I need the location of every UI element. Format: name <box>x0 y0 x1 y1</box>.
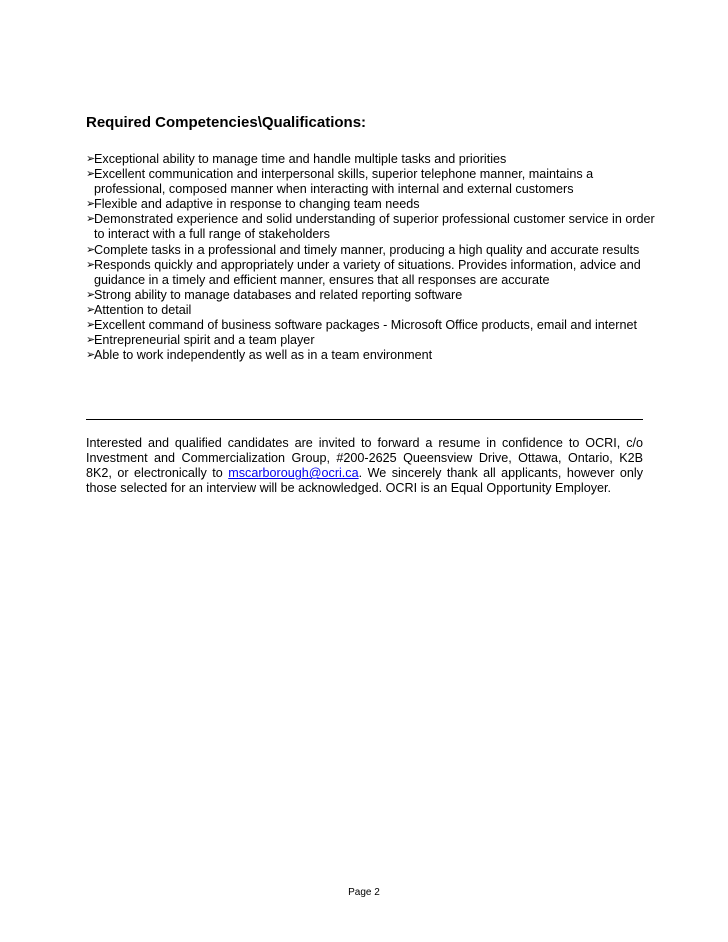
arrowhead-bullet-icon: ➢ <box>86 198 96 211</box>
list-item <box>86 243 656 258</box>
arrowhead-bullet-icon: ➢ <box>86 153 96 165</box>
list-item-text: Exceptional ability to manage time and handle multiple tasks and priorities <box>94 152 507 166</box>
list-item <box>86 167 656 197</box>
list-item-text: Entrepreneurial spirit and a team player <box>94 333 315 348</box>
arrowhead-bullet-icon: ➢ <box>86 303 96 316</box>
list-item <box>86 318 656 333</box>
list-item <box>86 288 656 303</box>
list-item <box>86 303 656 318</box>
list-item-text: Flexible and adaptive in response to changing team needs <box>94 197 420 212</box>
closing-text-after-email: . We sincerely thank all applicants, however only those selected for an interview will be acknowledged. OCRI is an Equal Opportunity Employer. <box>86 466 643 496</box>
arrowhead-bullet-icon: ➢ <box>86 334 96 347</box>
arrowhead-bullet-icon: ➢ <box>86 243 96 256</box>
closing-text-before-email: Interested and qualified candidates are invited to forward a resume in confidence to OCRI, c/o Investment and Commercialization Group, #200-2625 Queensview Drive, Ottawa, Ontario, K2B 8K2, or electronically to <box>86 436 643 481</box>
list-item-text: Excellent command of business software packages - Microsoft Office products, email and internet <box>94 318 637 333</box>
horizontal-divider <box>86 419 643 420</box>
list-item <box>86 152 656 167</box>
email-link[interactable]: mscarborough@ocri.ca <box>228 466 359 481</box>
arrowhead-bullet-icon: ➢ <box>86 288 96 301</box>
list-item <box>86 258 656 288</box>
list-item-text: Excellent communication and interpersonal skills, superior telephone manner, maintains a professional, composed manner when interacting with internal and external customers <box>94 167 594 197</box>
list-item <box>86 333 656 348</box>
list-item-text: Attention to detail <box>94 302 192 317</box>
arrowhead-bullet-icon: ➢ <box>86 258 96 271</box>
arrowhead-bullet-icon: ➢ <box>86 213 96 226</box>
page-number: Page 2 <box>348 887 380 898</box>
list-item-text: Able to work independently as well as in a team environment <box>94 348 433 363</box>
list-item <box>86 348 656 363</box>
list-item-text: Complete tasks in a professional and timely manner, producing a high quality and accurate results <box>94 242 640 257</box>
arrowhead-bullet-icon: ➢ <box>86 349 96 362</box>
arrowhead-bullet-icon: ➢ <box>86 168 96 181</box>
list-item <box>86 212 656 242</box>
list-item <box>86 197 656 212</box>
section-heading: Required Competencies\Qualifications: <box>86 114 367 131</box>
qualifications-list <box>86 152 656 363</box>
closing-paragraph <box>86 436 643 496</box>
arrowhead-bullet-icon: ➢ <box>86 319 96 332</box>
list-item-text: Demonstrated experience and solid understanding of superior professional customer service in order to interact with a full range of stakeholders <box>94 212 655 242</box>
list-item-text: Responds quickly and appropriately under a variety of situations. Provides information, advice and guidance in a timely and efficient manner, ensures that all responses are accurate <box>94 257 641 287</box>
list-item-text: Strong ability to manage databases and related reporting software <box>94 287 463 302</box>
